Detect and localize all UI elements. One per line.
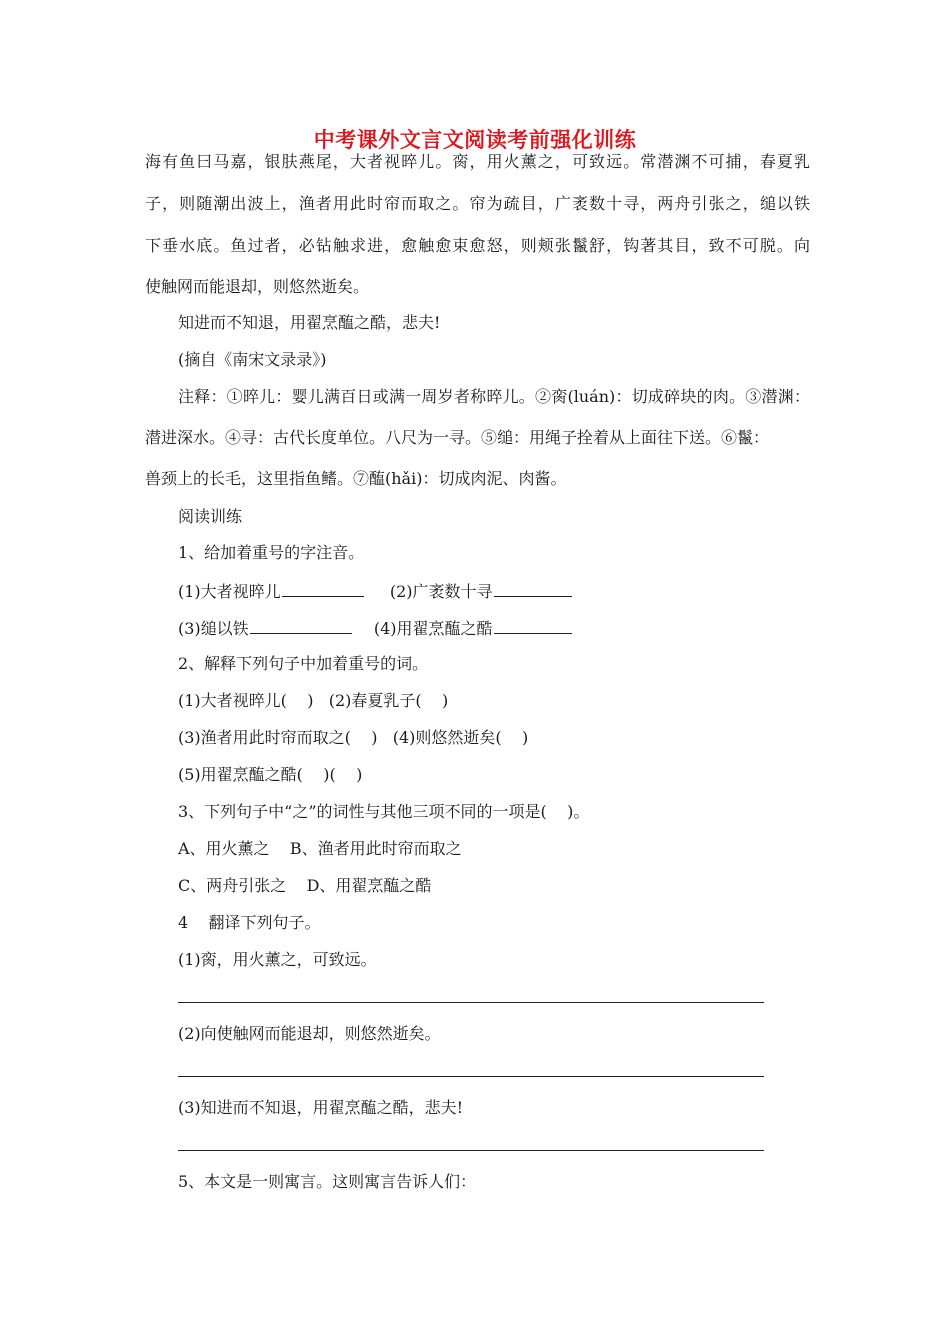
q1-item: (1)大者视晬儿	[178, 582, 281, 601]
question-3-options: C、两舟引张之 D、用翟烹醢之酷	[178, 876, 432, 895]
question-1-stem: 1、给加着重号的字注音。	[178, 543, 365, 562]
question-1-row	[178, 580, 572, 602]
document-title: 中考课外文言文阅读考前强化训练	[313, 127, 637, 152]
notes-line: 潜进深水。④寻：古代长度单位。八尺为一寻。⑤缒：用绳子拴着从上面往下送。⑥鬣：	[145, 428, 770, 447]
question-3-stem: 3、下列句子中“之”的词性与其他三项不同的一项是( )。	[178, 802, 590, 821]
answer-blank[interactable]	[494, 580, 572, 597]
answer-blank[interactable]	[250, 617, 352, 634]
passage-line: 使触网而能退却，则悠然逝矣。	[145, 277, 370, 296]
source-line: (摘自《南宋文录录》)	[178, 350, 327, 369]
notes-line: 注释：①晬儿：婴儿满百日或满一周岁者称晬儿。②脔(luán)：切成碎块的肉。③潜渊：	[178, 387, 810, 406]
section-heading: 阅读训练	[178, 507, 243, 526]
q1-item: (4)用翟烹醢之酷	[373, 619, 493, 638]
notes-line: 兽颈上的长毛，这里指鱼鳍。⑦醢(hǎi)：切成肉泥、肉酱。	[145, 469, 567, 488]
question-1-row	[178, 617, 572, 639]
passage-line: 海有鱼曰马嘉，银肤燕尾，大者视晬儿。脔，用火薰之，可致远。常潜渊不可捕，春夏乳	[145, 152, 810, 171]
answer-line[interactable]	[178, 1002, 764, 1003]
passage-line: 子，则随潮出波上，渔者用此时帘而取之。帘为疏目，广袤数十寻，两舟引张之，缒以铁	[145, 194, 810, 213]
question-4-sentence: (1)脔，用火薰之，可致远。	[178, 950, 377, 969]
question-5-stem: 5、本文是一则寓言。这则寓言告诉人们：	[178, 1172, 477, 1191]
question-2-row: (3)渔者用此时帘而取之( ) (4)则悠然逝矣( )	[178, 728, 529, 747]
question-2-row: (1)大者视晬儿( ) (2)春夏乳子( )	[178, 691, 449, 710]
q1-item: (2)广袤数十寻	[389, 582, 493, 601]
moral-line: 知进而不知退，用翟烹醢之酷，悲夫!	[178, 313, 441, 332]
question-2-row: (5)用翟烹醢之酷( )( )	[178, 765, 363, 784]
question-4-stem: 4 翻译下列句子。	[178, 913, 321, 932]
question-4-sentence: (2)向使触网而能退却，则悠然逝矣。	[178, 1024, 441, 1043]
passage-line: 下垂水底。鱼过者，必钻触求进，愈触愈束愈怒，则颊张鬣舒，钩著其目，致不可脱。向	[145, 236, 810, 255]
question-2-stem: 2、解释下列句子中加着重号的词。	[178, 654, 429, 673]
question-4-sentence: (3)知进而不知退，用翟烹醢之酷，悲夫!	[178, 1098, 464, 1117]
q1-item: (3)缒以铁	[178, 619, 249, 638]
answer-blank[interactable]	[494, 617, 572, 634]
answer-line[interactable]	[178, 1150, 764, 1151]
answer-line[interactable]	[178, 1076, 764, 1077]
question-3-options: A、用火薰之 B、渔者用此时帘而取之	[178, 839, 462, 858]
answer-blank[interactable]	[282, 580, 364, 597]
